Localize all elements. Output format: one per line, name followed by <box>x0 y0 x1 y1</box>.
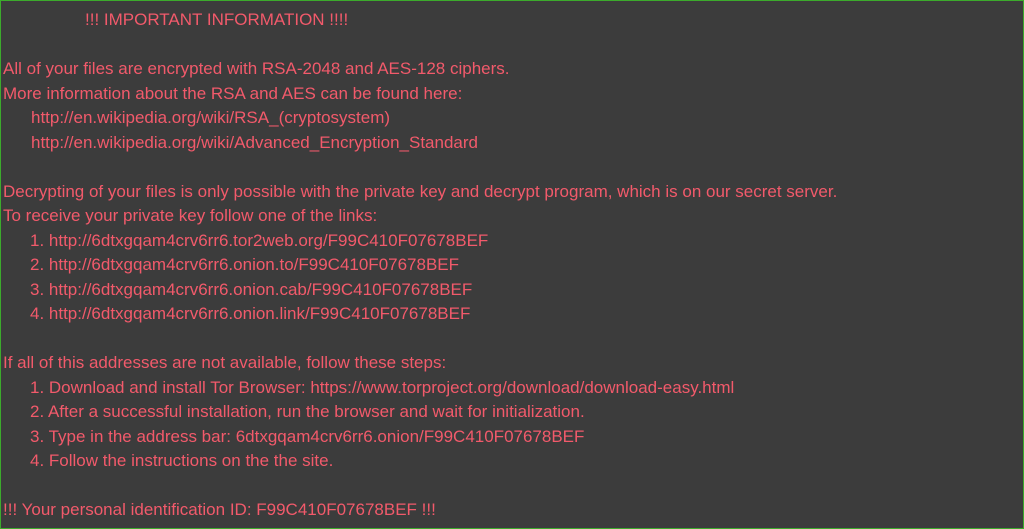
intro-line-1: All of your files are encrypted with RSA-2048 and AES-128 ciphers. <box>3 59 510 78</box>
tor-link-1[interactable]: 1. http://6dtxgqam4crv6rr6.tor2web.org/F99C410F07678BEF <box>30 230 489 250</box>
wiki-link-rsa-text[interactable]: http://en.wikipedia.org/wiki/RSA_(cryptosystem) <box>31 108 391 127</box>
step-3: 3. Type in the address bar: 6dtxgqam4crv6rr6.onion/F99C410F07678BEF <box>30 426 585 446</box>
wiki-link-aes-text[interactable]: http://en.wikipedia.org/wiki/Advanced_Encryption_Standard <box>31 132 478 152</box>
ransom-note-text <box>3 8 1023 523</box>
blank-line <box>3 155 1023 180</box>
step-2: 2. After a successful installation, run the browser and wait for initialization. <box>30 402 585 421</box>
decrypt-line-2: To receive your private key follow one of the links: <box>3 206 378 225</box>
tor-link-3[interactable]: 3. http://6dtxgqam4crv6rr6.onion.cab/F99C410F07678BEF <box>30 279 473 299</box>
personal-id-line: !!! Your personal identification ID: F99C410F07678BEF !!! <box>3 500 436 519</box>
tor-link-2[interactable]: 2. http://6dtxgqam4crv6rr6.onion.to/F99C410F07678BEF <box>30 255 460 274</box>
step-4: 4. Follow the instructions on the the site. <box>30 451 334 470</box>
decrypt-line-1: Decrypting of your files is only possible with the private key and decrypt program, which is on our secret server. <box>3 181 838 201</box>
blank-line <box>3 474 1023 499</box>
note-title: !!! IMPORTANT INFORMATION !!!! <box>85 10 349 29</box>
fallback-line-1: If all of this addresses are not available, follow these steps: <box>3 353 447 372</box>
blank-line <box>3 33 1023 58</box>
tor-link-4[interactable]: 4. http://6dtxgqam4crv6rr6.onion.link/F99C410F07678BEF <box>30 304 471 323</box>
wiki-link-rsa[interactable] <box>3 106 1023 131</box>
blank-line <box>3 327 1023 352</box>
step-1: 1. Download and install Tor Browser: https://www.torproject.org/download/download-easy.html <box>30 377 735 397</box>
intro-line-2: More information about the RSA and AES can be found here: <box>3 83 463 103</box>
wiki-link-aes[interactable] <box>3 131 1023 156</box>
